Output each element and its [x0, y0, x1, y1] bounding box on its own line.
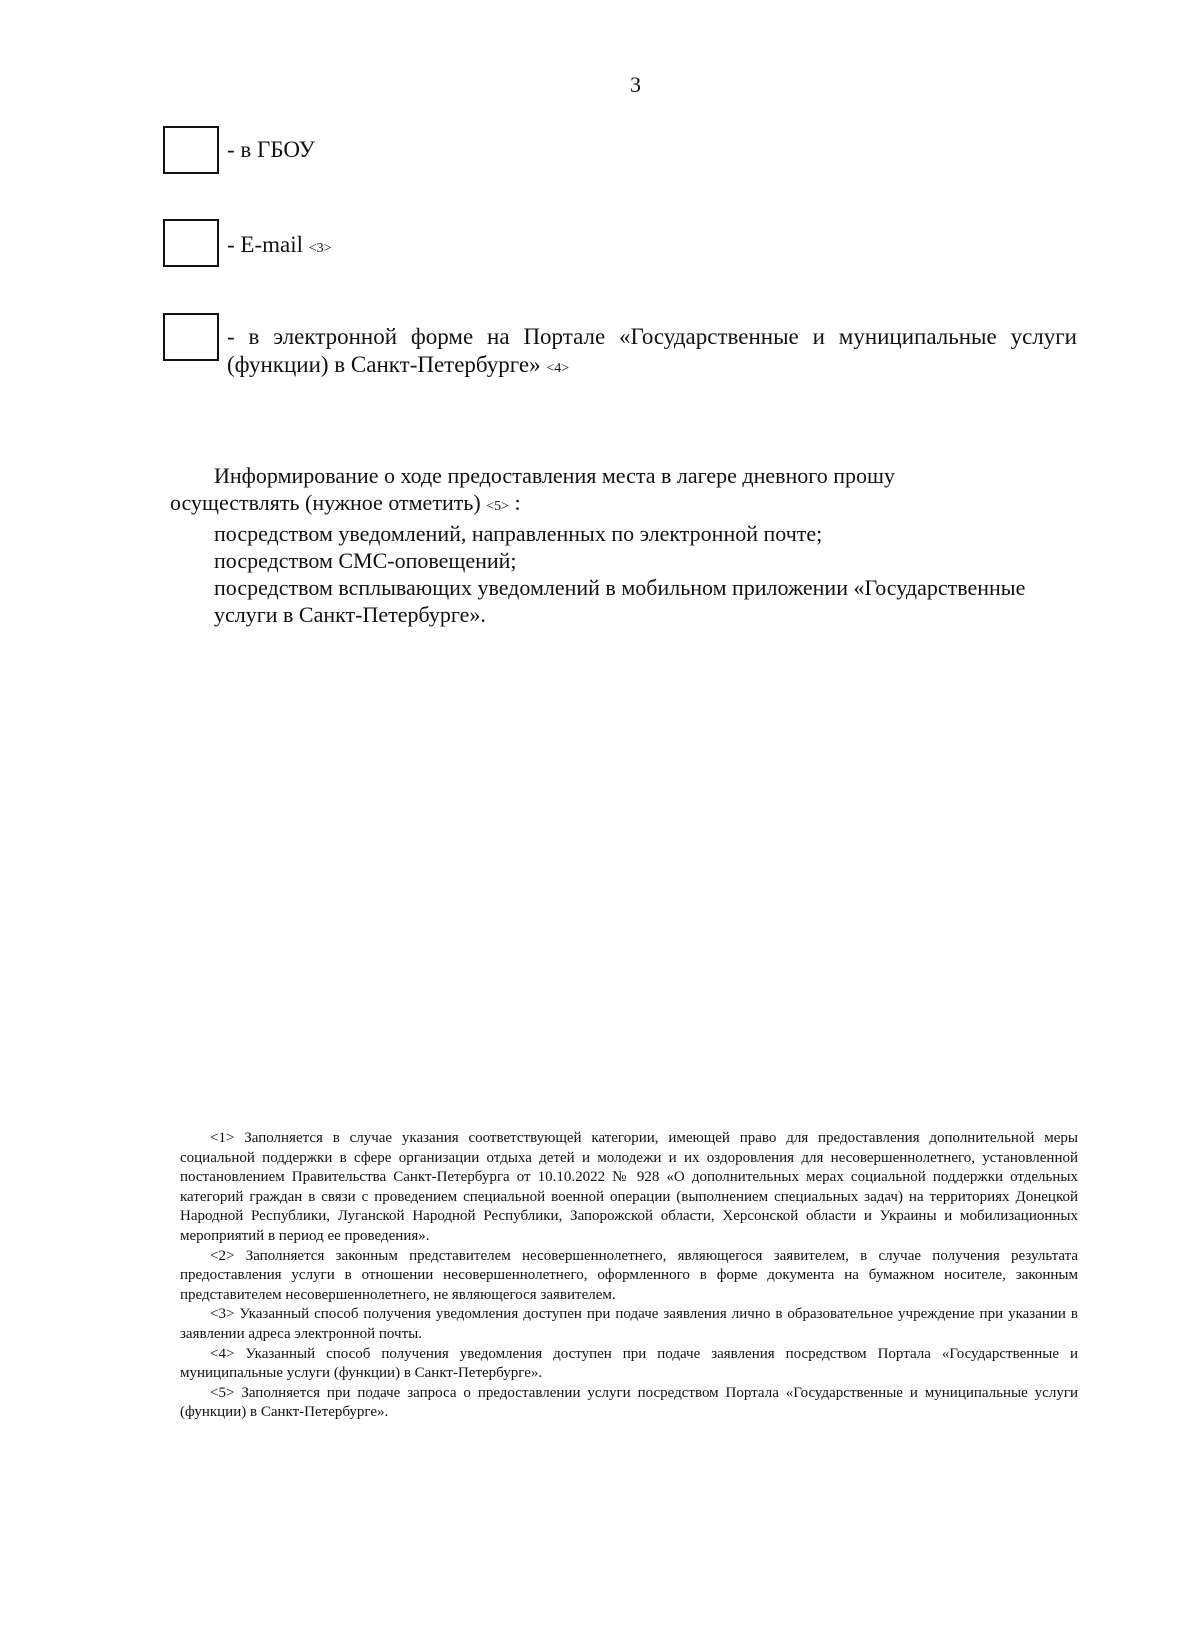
delivery-option-email [163, 219, 1083, 271]
footnotes [180, 1129, 1078, 1423]
informing-intro-text: осуществлять (нужное отметить) [170, 490, 481, 515]
footnote-2: <2> Заполняется законным представителем несовершеннолетнего, являющегося заявителем, в случае получения результата предоставления услуги в отношении несовершеннолетнего, оформленного в форме документа на бумажном носителе, законным представителем несовершеннолетнего, не являющегося заявителем. [180, 1247, 1078, 1303]
footnote-3: <3> Указанный способ получения уведомления доступен при подаче заявления лично в образовательное учреждение при указании в заявлении адреса электронной почты. [180, 1306, 1078, 1342]
email-checkbox[interactable] [163, 219, 219, 267]
informing-intro-tail: : [508, 490, 521, 515]
footnote-ref: <5> [486, 499, 509, 514]
delivery-option-label [227, 136, 315, 164]
footnote-1: <1> Заполняется в случае указания соответствующей категории, имеющей право для предоставления дополнительной меры социальной поддержки в сфере организации отдыха детей и молодежи и их оздоровления для несовершеннолетнего, установленной постановлением Правительства Санкт-Петербурга от 10.10.2022 № 928 «О дополнительных мерах социальной поддержки отдельных категорий граждан в связи с проведением специальной военной операции (выполнением специальных задач) на территориях Донецкой Народной Республики, Луганской Народной Республики, Запорожской области, Херсонской области и Украины и мобилизационных мероприятий в период ее проведения». [180, 1130, 1078, 1244]
delivery-option-label [227, 231, 332, 263]
footnote-4: <4> Указанный способ получения уведомления доступен при подаче заявления посредством Портала «Государственные и муниципальные услуги (функции) в Санкт-Петербурге». [180, 1345, 1078, 1382]
informing-method-push: посредством всплывающих уведомлений в мобильном приложении «Государственные услуги в Санкт-Петербурге». [214, 575, 1026, 627]
footnote-5: <5> Заполняется при подаче запроса о предоставлении услуги посредством Портала «Государственные и муниципальные услуги (функции) в Санкт-Петербурге». [180, 1384, 1078, 1421]
informing-method-email: посредством уведомлений, направленных по электронной почте; [214, 521, 823, 546]
informing-intro-continued [170, 489, 1050, 520]
option-text: - в электронной форме на Портале «Государственные и муниципальные услуги (функции) в Санкт-Петербурге» [227, 324, 1077, 377]
portal-checkbox[interactable] [163, 313, 219, 361]
informing-intro: Информирование о ходе предоставления места в лагере дневного прошу [214, 463, 895, 488]
delivery-option-portal [163, 313, 1083, 383]
delivery-option-gbou [163, 126, 1083, 178]
delivery-option-label [227, 323, 1077, 383]
option-text: - в ГБОУ [227, 137, 315, 162]
option-text: - E-mail [227, 232, 303, 257]
page-number: 3 [630, 72, 641, 97]
footnote-ref: <3> [308, 241, 332, 256]
informing-section [170, 462, 1050, 628]
informing-method-sms: посредством СМС-оповещений; [214, 548, 517, 573]
footnote-ref: <4> [546, 361, 570, 376]
gbou-checkbox[interactable] [163, 126, 219, 174]
